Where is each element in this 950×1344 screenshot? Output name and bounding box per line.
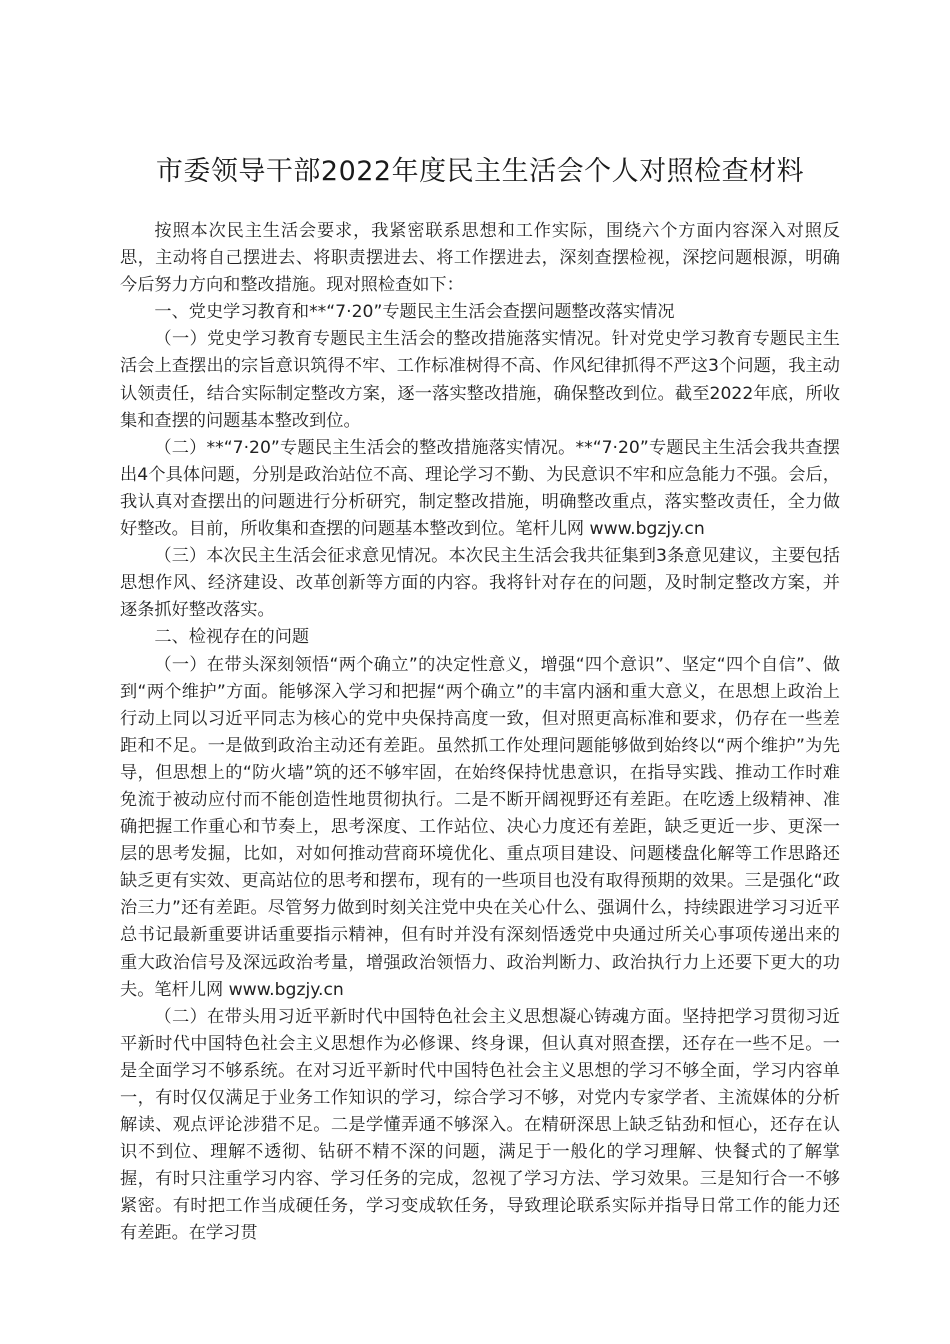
document-page	[120, 150, 840, 1248]
section-2-item-1: （一）在带头深刻领悟“两个确立”的决定性意义，增强“四个意识”、坚定“四个自信”、做到“两个维护”方面。能够深入学习和把握“两个确立”的丰富内涵和重大意义，在思想上政治上行动上同以习近平同志为核心的党中央保持高度一致，但对照更高标准和要求，仍存在一些差距和不足。一是做到政治主动还有差距。虽然抓工作处理问题能够做到始终以“两个维护”为先导，但思想上的“防火墙”筑的还不够牢固，在始终保持忧患意识，在指导实践、推动工作时难免流于被动应付而不能创造性地贯彻执行。二是不断开阔视野还有差距。在吃透上级精神、准确把握工作重心和节奏上，思考深度、工作站位、决心力度还有差距，缺乏更近一步、更深一层的思考发掘，比如，对如何推动营商环境优化、重点项目建设、问题楼盘化解等工作思路还缺乏更有实效、更高站位的思考和摆布，现有的一些项目也没有取得预期的效果。三是强化“政治三力”还有差距。尽管努力做到时刻关注党中央在关心什么、强调什么，持续跟进学习习近平总书记最新重要讲话重要指示精神，但有时并没有深刻悟透党中央通过所关心事项传递出来的重大政治信号及深远政治考量，增强政治领悟力、政治判断力、政治执行力上还要下更大的功夫。笔杆儿网 www.bgzjy.cn	[120, 654, 840, 1000]
section-2-item-2: （二）在带头用习近平新时代中国特色社会主义思想凝心铸魂方面。坚持把学习贯彻习近平新时代中国特色社会主义思想作为必修课、终身课，但认真对照查摆，还存在一些不足。一是全面学习不够系统。在对习近平新时代中国特色社会主义思想的学习不够全面，学习内容单一，有时仅仅满足于业务工作知识的学习，综合学习不够，对党内专家学者、主流媒体的分析解读、观点评论涉猎不足。二是学懂弄通不够深入。在精研深思上缺乏钻劲和恒心，还存在认识不到位、理解不透彻、钻研不精不深的问题，满足于一般化的学习理解、快餐式的了解掌握，有时只注重学习内容、学习任务的完成，忽视了学习方法、学习效果。三是知行合一不够紧密。有时把工作当成硬任务，学习变成软任务，导致理论联系实际并指导日常工作的能力还有差距。在学习贯	[120, 1006, 840, 1244]
intro-paragraph: 按照本次民主生活会要求，我紧密联系思想和工作实际，围绕六个方面内容深入对照反思，主动将自己摆进去、将职责摆进去、将工作摆进去，深刻查摆检视，深挖问题根源，明确今后努力方向和整改措施。现对照检查如下：	[120, 221, 840, 296]
section-1-item-3: （三）本次民主生活会征求意见情况。本次民主生活会我共征集到3条意见建议，主要包括思想作风、经济建设、改革创新等方面的内容。我将针对存在的问题，及时制定整改方案，并逐条抓好整改落实。	[120, 546, 840, 621]
section-1-heading: 一、党史学习教育和**“7·20”专题民主生活会查摆问题整改落实情况	[154, 302, 675, 323]
section-1-item-1: （一）党史学习教育专题民主生活会的整改措施落实情况。针对党史学习教育专题民主生活会上查摆出的宗旨意识筑得不牢、工作标准树得不高、作风纪律抓得不严这3个问题，我主动认领责任，结合实际制定整改方案，逐一落实整改措施，确保整改到位。截至2022年底，所收集和查摆的问题基本整改到位。	[120, 329, 840, 431]
section-1-item-2: （二）**“7·20”专题民主生活会的整改措施落实情况。**“7·20”专题民主生活会我共查摆出4个具体问题，分别是政治站位不高、理论学习不勤、为民意识不牢和应急能力不强。会后，我认真对查摆出的问题进行分析研究，制定整改措施，明确整改重点，落实整改责任，全力做好整改。目前，所收集和查摆的问题基本整改到位。笔杆儿网 www.bgzjy.cn	[120, 437, 840, 540]
document-title: 市委领导干部2022年度民主生活会个人对照检查材料	[155, 156, 805, 187]
section-2-heading: 二、检视存在的问题	[154, 627, 310, 648]
